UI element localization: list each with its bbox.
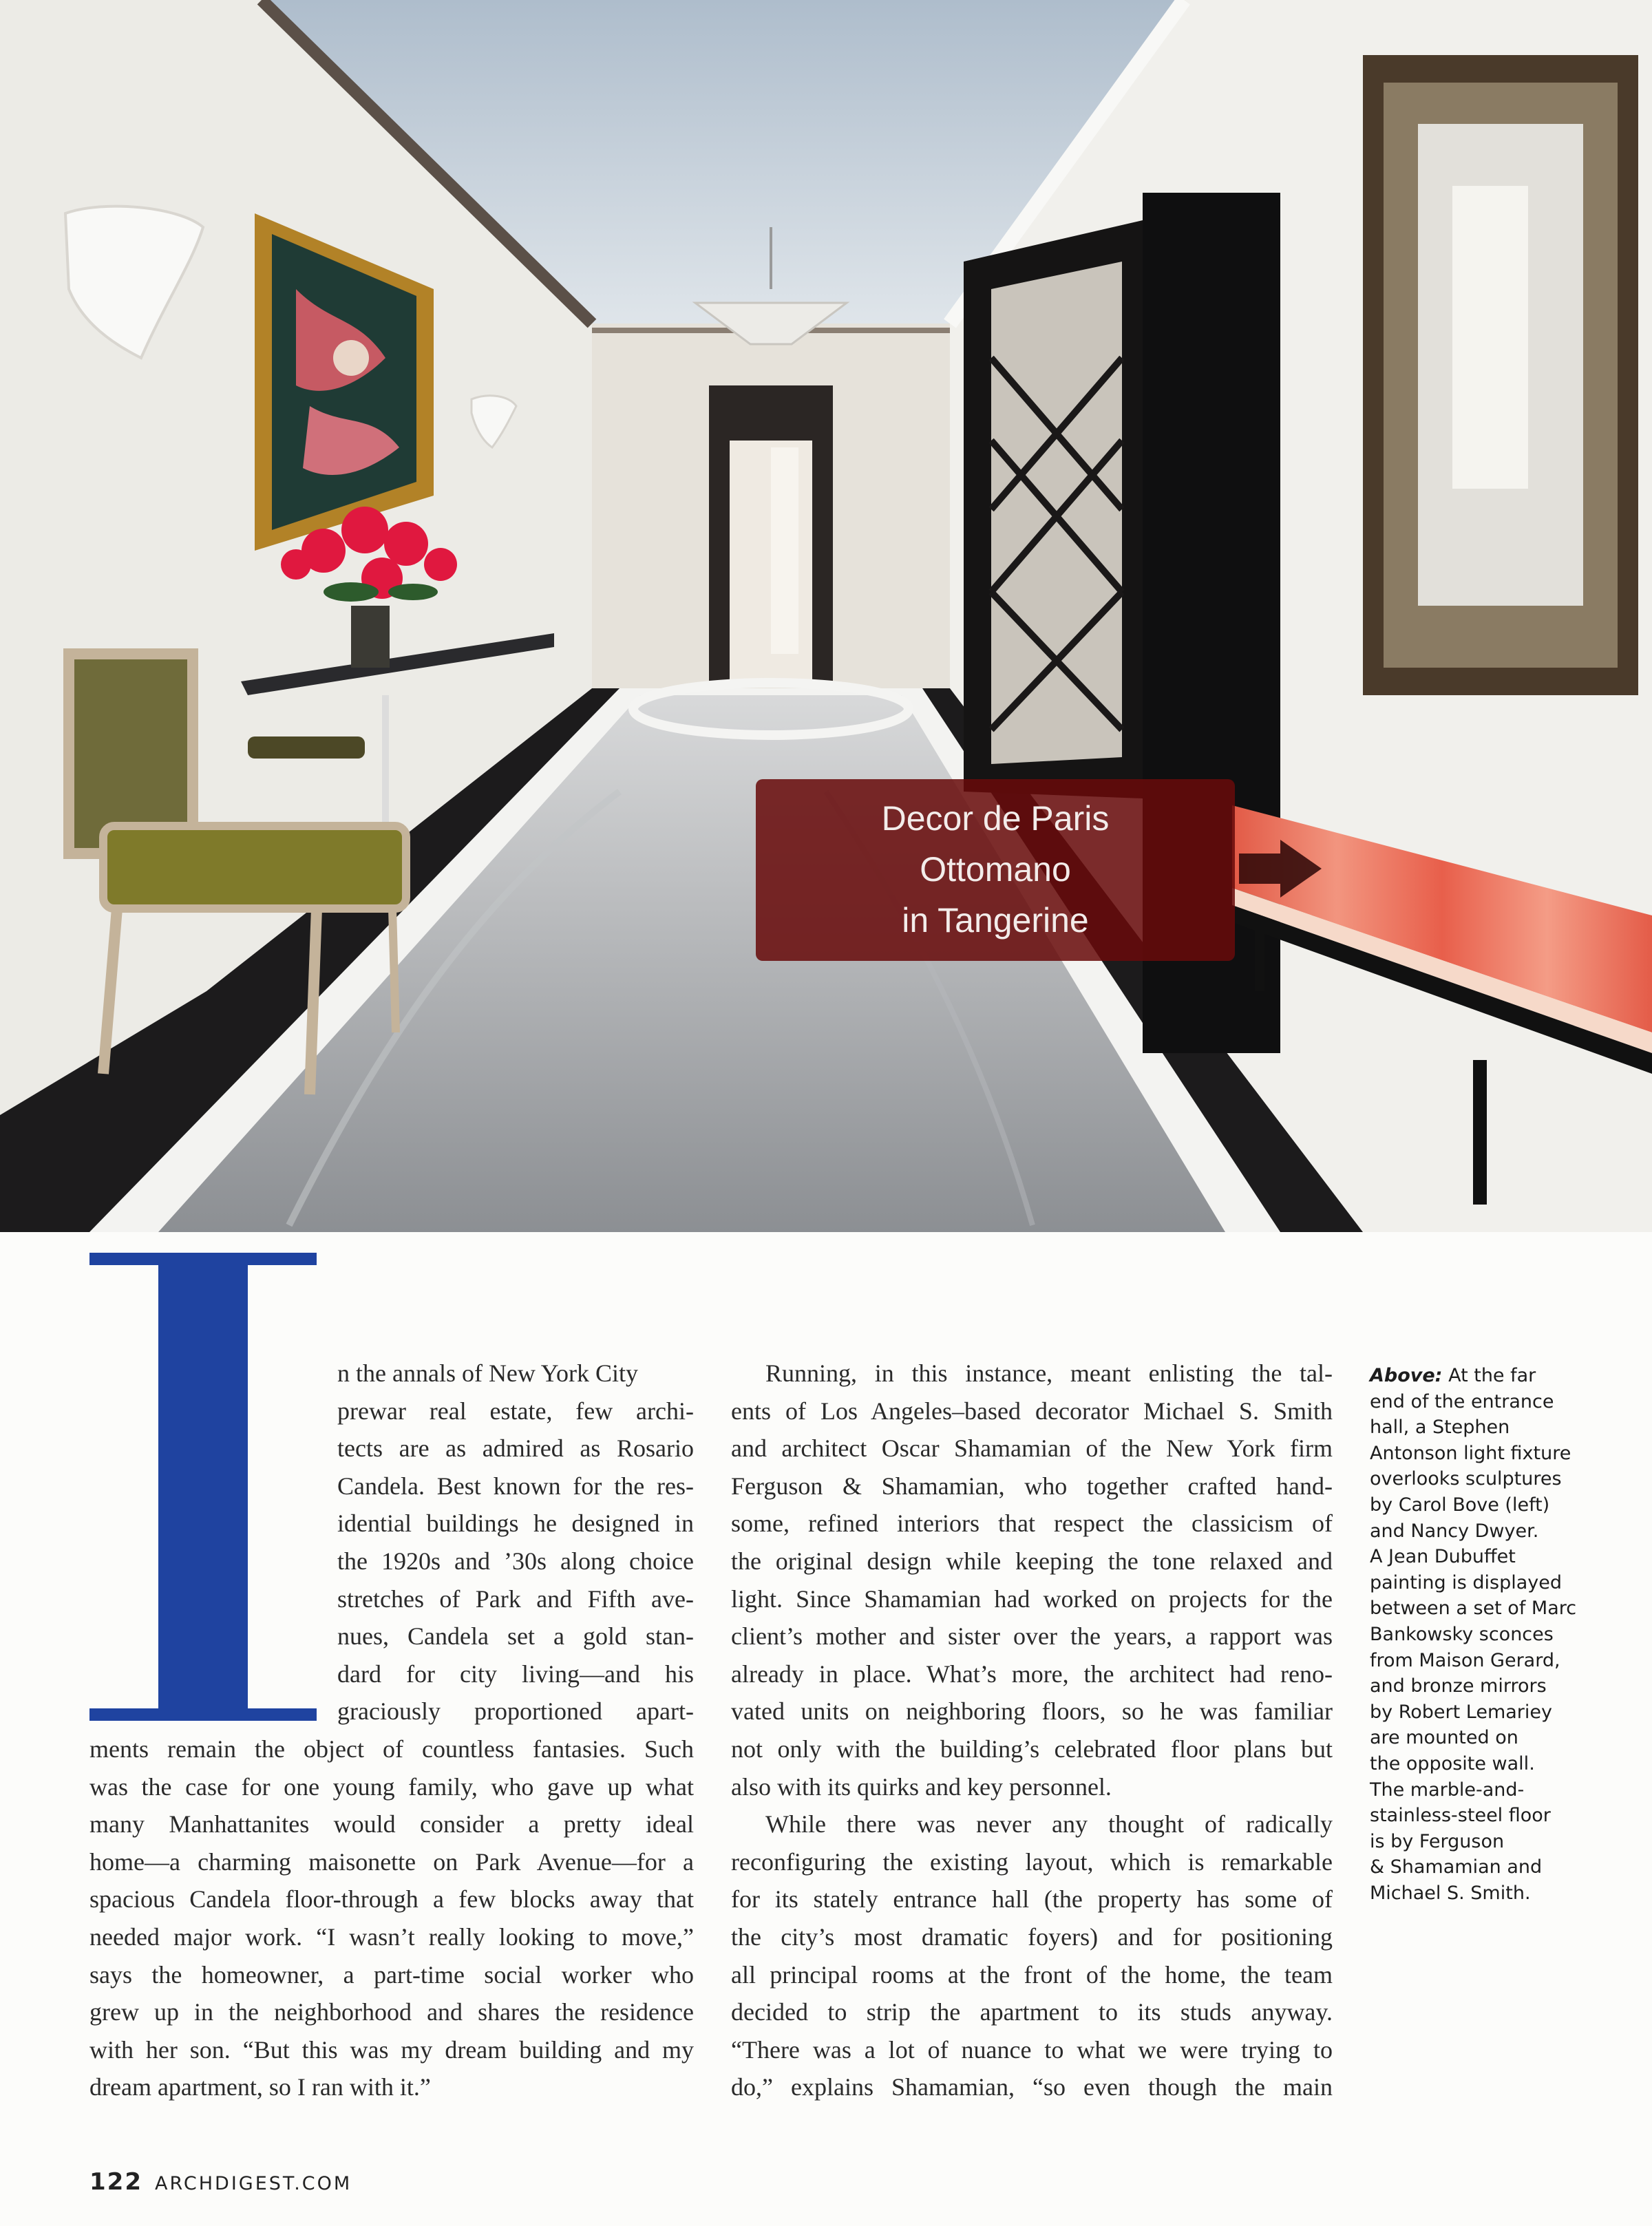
article-column-1 (89, 1730, 694, 2106)
text-line: home—a charming maisonette on Park Avenue—for a (89, 1847, 694, 1876)
caption-line: painting is displayed (1370, 1571, 1562, 1593)
overlay-line: Decor de Paris (881, 799, 1110, 838)
text-line: the 1920s and ’30s along choice (337, 1547, 694, 1575)
text-line: graciously proportioned apart- (337, 1697, 694, 1726)
text-line: says the homeowner, a part-time social worker who (89, 1960, 694, 1989)
caption-line: & Shamamian and (1370, 1856, 1543, 1878)
caption-line: by Carol Bove (left) (1370, 1494, 1550, 1516)
caption-line: end of the entrance (1370, 1390, 1554, 1412)
text-line: was the case for one young family, who gave up what (89, 1772, 694, 1801)
text-line: already in place. What’s more, the architect had reno- (731, 1660, 1333, 1688)
page-footer (89, 2168, 352, 2196)
caption-line: by Robert Lemariey (1370, 1701, 1553, 1723)
text-line: with her son. “But this was my dream building and my (89, 2035, 694, 2064)
text-line: dard for city living—and his (337, 1660, 694, 1688)
text-line: grew up in the neighborhood and shares the residence (89, 1998, 694, 2026)
caption-line: the opposite wall. (1370, 1752, 1535, 1774)
text-line: n the annals of New York City (337, 1359, 638, 1387)
caption-line: is by Ferguson (1370, 1830, 1505, 1852)
site-url: ARCHDIGEST.COM (154, 2173, 352, 2194)
page-number: 122 (89, 2168, 142, 2196)
text-line: needed major work. “I wasn’t really looking to move,” (89, 1922, 694, 1951)
caption-first-line (1370, 1363, 1604, 1389)
text-line: client’s mother and sister over the years, a rapport was (731, 1622, 1333, 1651)
drop-cap (89, 1253, 317, 1721)
text-line: dream apartment, so I ran with it.” (89, 2073, 431, 2101)
text-line: spacious Candela floor-through a few blocks away that (89, 1885, 694, 1914)
text-line: ents of Los Angeles–based decorator Michael S. Smith (731, 1397, 1333, 1425)
text-line: Ferguson & Shamamian, who together crafted hand- (731, 1472, 1333, 1500)
text-line: the original design while keeping the tone relaxed and (731, 1547, 1333, 1575)
caption-line: from Maison Gerard, (1370, 1649, 1560, 1671)
text-line: the city’s most dramatic foyers) and for positioning (731, 1922, 1333, 1951)
text-line: do,” explains Shamamian, “so even though the main (731, 2073, 1333, 2101)
article-column-1-wrap (337, 1355, 694, 1730)
text-line: and architect Oscar Shamamian of the New York firm (731, 1434, 1333, 1463)
text-line: prewar real estate, few archi- (337, 1397, 694, 1425)
text-line: ments remain the object of countless fantasies. Such (89, 1735, 694, 1763)
text-line: Candela. Best known for the res- (337, 1472, 694, 1500)
text-line: Running, in this instance, meant enlisting the tal- (765, 1359, 1333, 1387)
text-line: not only with the building’s celebrated floor plans but (731, 1735, 1333, 1763)
text-line: all principal rooms at the front of the home, the team (731, 1960, 1333, 1989)
text-line: nues, Candela set a gold stan- (337, 1622, 694, 1651)
text-line: light. Since Shamamian had worked on projects for the (731, 1584, 1333, 1613)
caption-line: The marble-and- (1370, 1779, 1525, 1801)
article-column-2 (731, 1355, 1333, 2106)
photo-caption (1370, 1363, 1604, 1906)
caption-line: Antonson light fixture (1370, 1442, 1571, 1464)
overlay-line: Ottomano (920, 850, 1071, 889)
text-line: decided to strip the apartment to its studs anyway. (731, 1998, 1333, 2026)
caption-line: and Nancy Dwyer. (1370, 1520, 1539, 1542)
text-line: also with its quirks and key personnel. (731, 1772, 1112, 1801)
caption-first-line-rest: At the far (1442, 1365, 1536, 1386)
text-line: “There was a lot of nuance to what we were trying to (731, 2035, 1333, 2064)
caption-line: hall, a Stephen (1370, 1417, 1510, 1439)
caption-lead: Above: (1370, 1365, 1443, 1386)
text-line: vated units on neighboring floors, so he was familiar (731, 1697, 1333, 1726)
text-line: While there was never any thought of radically (765, 1810, 1333, 1838)
caption-line: overlooks sculptures (1370, 1468, 1562, 1490)
caption-line: and bronze mirrors (1370, 1675, 1547, 1697)
text-line: reconfiguring the existing layout, which is remarkable (731, 1847, 1333, 1876)
overlay-line: in Tangerine (902, 901, 1089, 940)
caption-line: A Jean Dubuffet (1370, 1546, 1516, 1568)
text-line: idential buildings he designed in (337, 1509, 694, 1538)
product-overlay-label (756, 779, 1235, 961)
text-line: for its stately entrance hall (the property has some of (731, 1885, 1333, 1914)
text-line: some, refined interiors that respect the classicism of (731, 1509, 1333, 1538)
caption-line: are mounted on (1370, 1727, 1518, 1749)
text-line: tects are as admired as Rosario (337, 1434, 694, 1463)
text-line: stretches of Park and Fifth ave- (337, 1584, 694, 1613)
caption-line: Bankowsky sconces (1370, 1623, 1554, 1645)
caption-line: Michael S. Smith. (1370, 1882, 1531, 1904)
caption-line: between a set of Marc (1370, 1598, 1577, 1620)
text-line: many Manhattanites would consider a pretty ideal (89, 1810, 694, 1838)
caption-line: stainless-steel floor (1370, 1805, 1551, 1827)
